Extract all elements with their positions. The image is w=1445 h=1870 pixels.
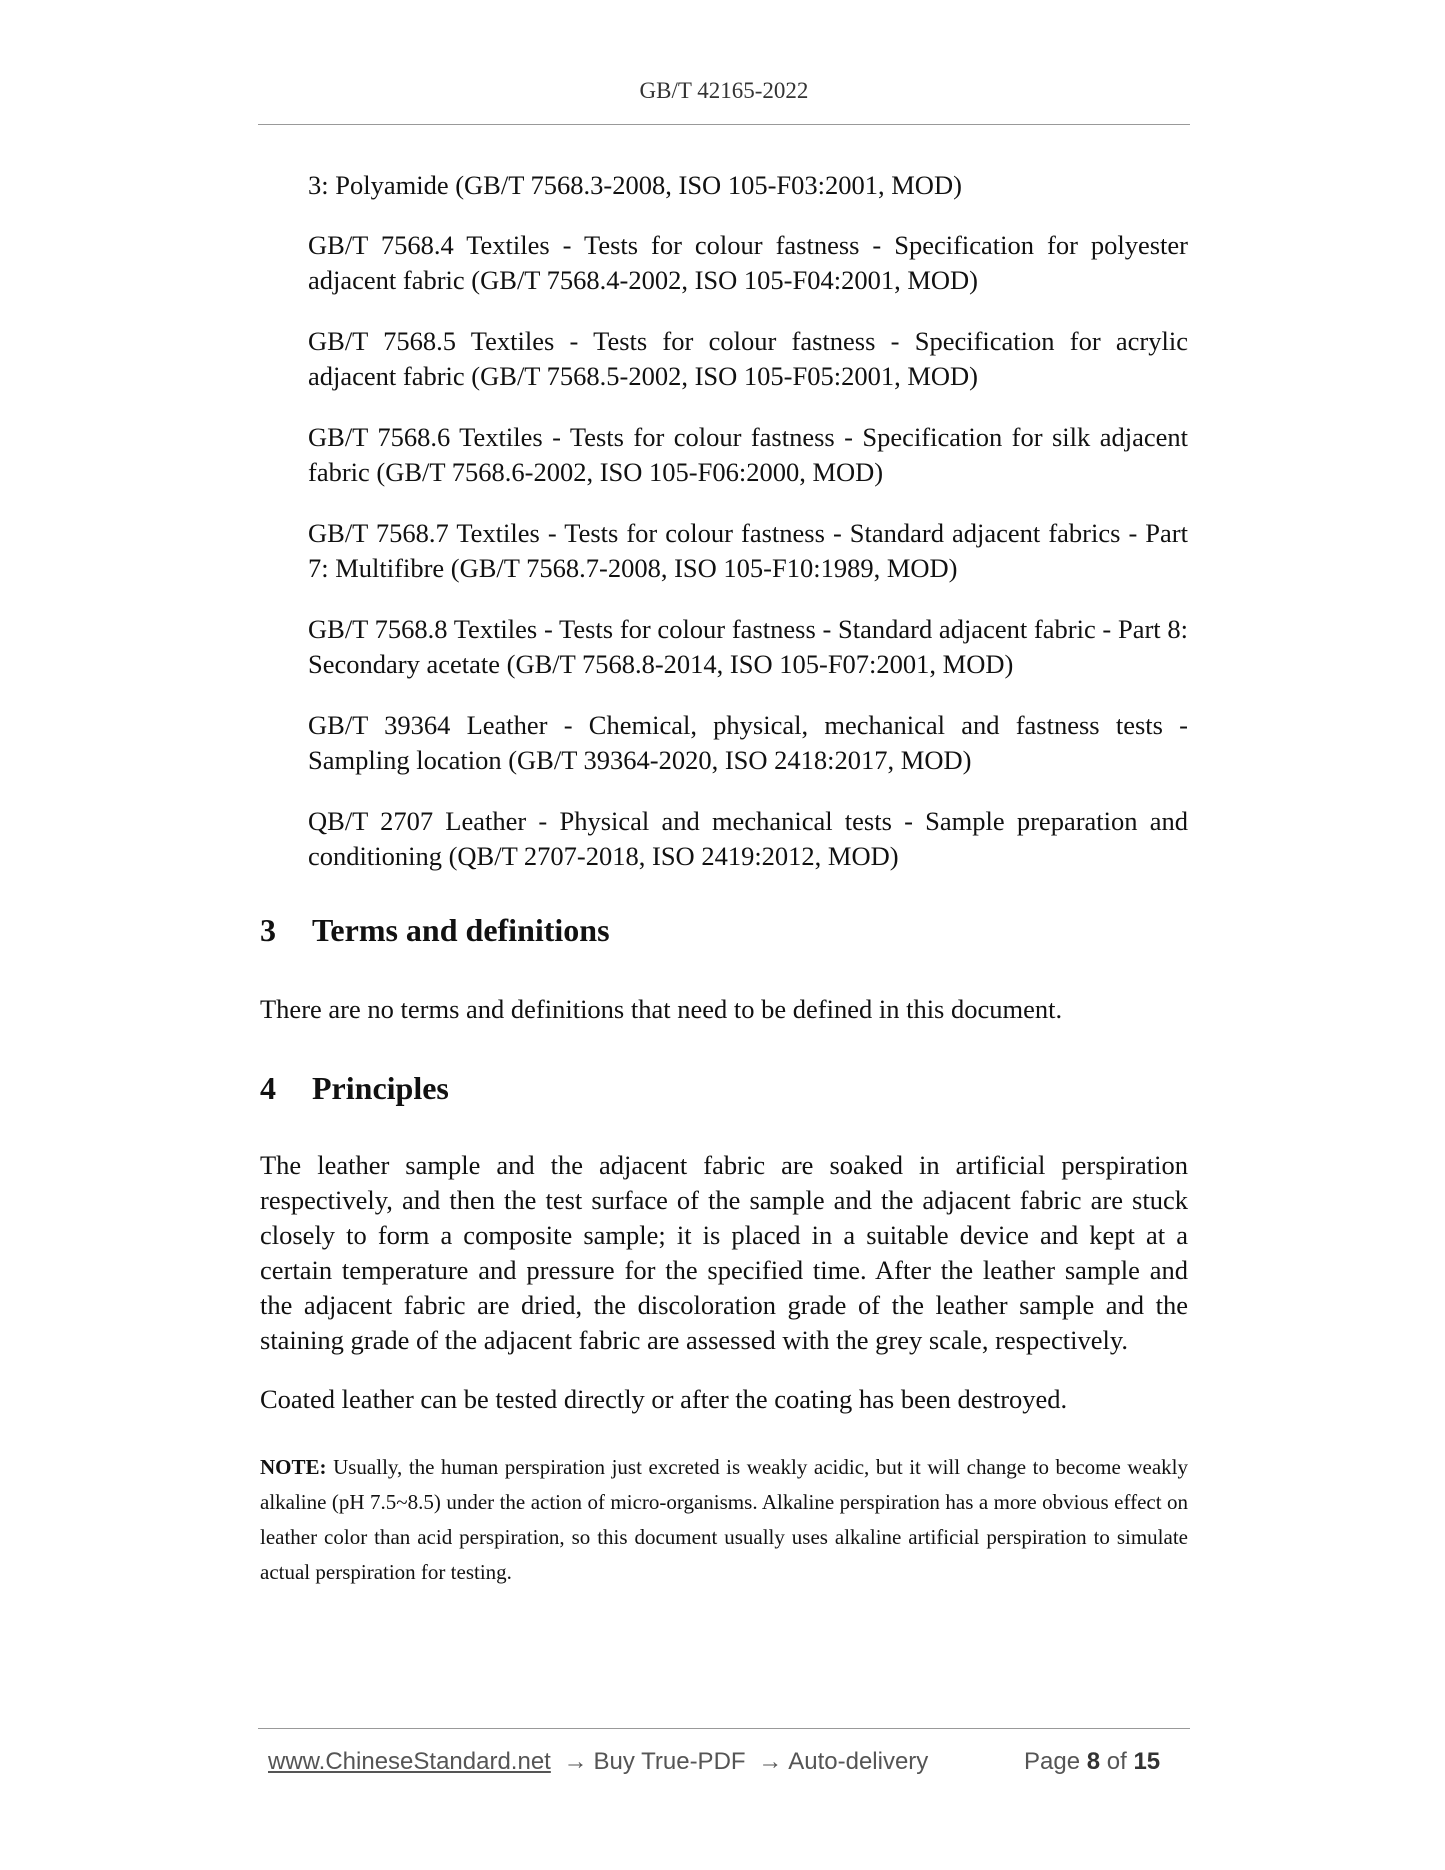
header-divider [258, 124, 1190, 125]
page-current: 8 [1086, 1748, 1101, 1775]
note-label: NOTE: [260, 1455, 327, 1479]
section-3-heading [260, 912, 610, 949]
page-indicator [1024, 1748, 1160, 1776]
reference-item: GB/T 7568.8 Textiles - Tests for colour fastness - Standard adjacent fabric - Part 8: Secondary acetate (GB/T 7568.8-2014, ISO 105-F07:2001, MOD) [308, 614, 1188, 679]
page-total: 15 [1133, 1748, 1161, 1775]
page-header: GB/T 42165-2022 [639, 78, 809, 103]
section-title: Terms and definitions [312, 912, 610, 948]
coated-leather-paragraph: Coated leather can be tested directly or after the coating has been destroyed. [260, 1384, 1068, 1414]
reference-item: QB/T 2707 Leather - Physical and mechanical tests - Sample preparation and conditioning (QB/T 2707-2018, ISO 2419:2012, MOD) [308, 806, 1188, 871]
page-label: Page [1024, 1748, 1081, 1775]
reference-item: GB/T 7568.4 Textiles - Tests for colour fastness - Specification for polyester adjacent fabric (GB/T 7568.4-2002, ISO 105-F04:2001, MOD) [308, 230, 1188, 295]
footer-divider [258, 1728, 1190, 1729]
section-title: Principles [312, 1070, 449, 1106]
reference-item: 3: Polyamide (GB/T 7568.3-2008, ISO 105-F03:2001, MOD) [308, 170, 962, 200]
arrow-icon: → [563, 1748, 588, 1775]
arrow-icon: → [758, 1748, 783, 1775]
footer-links [268, 1748, 928, 1776]
buy-true-pdf-link[interactable]: Buy True-PDF [593, 1748, 746, 1775]
of-label: of [1106, 1748, 1127, 1775]
reference-item: GB/T 7568.5 Textiles - Tests for colour fastness - Specification for acrylic adjacent fabric (GB/T 7568.5-2002, ISO 105-F05:2001, MOD) [308, 326, 1188, 391]
website-link[interactable]: www.ChineseStandard.net [268, 1748, 551, 1775]
note-block [260, 1450, 1188, 1590]
section-number: 3 [260, 912, 276, 948]
auto-delivery-text: Auto-delivery [788, 1748, 929, 1775]
note-text: Usually, the human perspiration just excreted is weakly acidic, but it will change to become weakly alkaline (pH 7.5~8.5) under the action of micro-organisms. Alkaline perspiration has a more obvious effect on leather color than acid perspiration, so this document usually uses alkaline artificial perspiration to simulate actual perspiration for testing. [260, 1455, 1189, 1584]
reference-item: GB/T 7568.6 Textiles - Tests for colour fastness - Specification for silk adjacent fabric (GB/T 7568.6-2002, ISO 105-F06:2000, MOD) [308, 422, 1188, 487]
principles-paragraph: The leather sample and the adjacent fabric are soaked in artificial perspiration respectively, and then the test surface of the sample and the adjacent fabric are stuck closely to form a composite sample; it is placed in a suitable device and kept at a certain temperature and pressure for the specified time. After the leather sample and the adjacent fabric are dried, the discoloration grade of the leather sample and the staining grade of the adjacent fabric are assessed with the grey scale, respectively. [260, 1150, 1188, 1355]
section-number: 4 [260, 1070, 276, 1106]
reference-item: GB/T 39364 Leather - Chemical, physical, mechanical and fastness tests - Sampling location (GB/T 39364-2020, ISO 2418:2017, MOD) [308, 710, 1188, 775]
section-3-text: There are no terms and definitions that need to be defined in this document. [260, 994, 1063, 1024]
reference-item: GB/T 7568.7 Textiles - Tests for colour fastness - Standard adjacent fabrics - Part 7: Multifibre (GB/T 7568.7-2008, ISO 105-F10:1989, MOD) [308, 518, 1188, 583]
section-4-heading [260, 1070, 449, 1107]
